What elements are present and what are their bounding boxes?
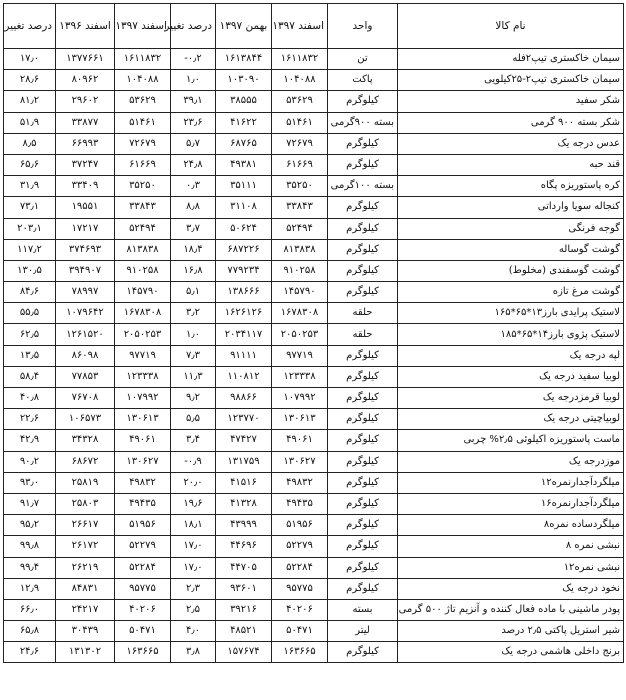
item-name-cell: پودر ماشینی با ماده فعال کننده و آنزیم تاژ ۵۰۰ گرمی: [398, 599, 624, 620]
item-name-cell: میلگردساده نمره۸: [398, 515, 624, 536]
esfand-1397-price-cell: ۱۶۳۶۶۵: [272, 642, 328, 663]
table-row: [4, 91, 624, 112]
bahman-1397-price-cell: ۴۱۵۱۶: [216, 472, 272, 493]
esfand-1396-price-cell: ۱۰۷۹۶۴۲: [56, 303, 115, 324]
esfand-1397-price-cell: ۵۱۹۵۶: [272, 515, 328, 536]
yearly-change-cell: ۳۱٫۹: [4, 176, 56, 197]
monthly-change-cell: ۵٫۷: [171, 133, 216, 154]
esfand-1397-price-cell-b: ۹۱۰۲۵۸: [115, 260, 171, 281]
yearly-change-cell: ۷۳٫۱: [4, 197, 56, 218]
header-esfand-1396: اسفند ۱۳۹۶: [56, 4, 115, 49]
item-name-cell: قند حبه: [398, 154, 624, 175]
esfand-1397-price-cell-b: ۶۱۶۶۹: [115, 154, 171, 175]
item-name-cell: برنج داخلی هاشمی درجه یک: [398, 642, 624, 663]
table-row: [4, 557, 624, 578]
table-row: [4, 388, 624, 409]
esfand-1396-price-cell: ۱۳۱۳۰۲: [56, 642, 115, 663]
table-row: [4, 493, 624, 514]
monthly-change-cell: ۱٫۰: [171, 324, 216, 345]
yearly-change-cell: ۵۱٫۹: [4, 112, 56, 133]
esfand-1397-price-cell-b: ۳۵۲۵۰: [115, 176, 171, 197]
bahman-1397-price-cell: ۳۱۱۰۸: [216, 197, 272, 218]
unit-cell: بسته ۱۰۰گرمی: [328, 176, 398, 197]
item-name-cell: عدس درجه یک: [398, 133, 624, 154]
esfand-1396-price-cell: ۳۷۲۴۷: [56, 154, 115, 175]
item-name-cell: لوبیاچیتی درجه یک: [398, 409, 624, 430]
esfand-1397-price-cell: ۲۰۵۰۲۵۳: [272, 324, 328, 345]
table-row: [4, 409, 624, 430]
item-name-cell: موزدرجه یک: [398, 451, 624, 472]
bahman-1397-price-cell: ۶۸۷۶۵: [216, 133, 272, 154]
unit-cell: کیلوگرم: [328, 578, 398, 599]
esfand-1397-price-cell-b: ۴۰۲۰۶: [115, 599, 171, 620]
esfand-1397-price-cell: ۵۲۲۸۴: [272, 557, 328, 578]
item-name-cell: شکر سفید: [398, 91, 624, 112]
esfand-1397-price-cell: ۶۱۶۶۹: [272, 154, 328, 175]
esfand-1397-price-cell: ۸۱۳۸۳۸: [272, 239, 328, 260]
monthly-change-cell: ۳٫۸: [171, 642, 216, 663]
esfand-1396-price-cell: ۸۶۰۹۸: [56, 345, 115, 366]
esfand-1397-price-cell-b: ۱۳۰۶۱۳: [115, 409, 171, 430]
monthly-change-cell: ۳٫۴: [171, 430, 216, 451]
yearly-change-cell: ۸۴٫۶: [4, 282, 56, 303]
item-name-cell: لاستیک پرایدی بارز۱۳*۶۵*۱۶۵: [398, 303, 624, 324]
monthly-change-cell: ۲۰٫۰: [171, 472, 216, 493]
bahman-1397-price-cell: ۳۵۱۱۱: [216, 176, 272, 197]
unit-cell: کیلوگرم: [328, 260, 398, 281]
yearly-change-cell: ۵۸٫۴: [4, 366, 56, 387]
monthly-change-cell: ۳٫۲: [171, 303, 216, 324]
table-row: [4, 430, 624, 451]
table-row: [4, 112, 624, 133]
yearly-change-cell: ۶۵٫۶: [4, 154, 56, 175]
esfand-1397-price-cell-b: ۵۲۲۷۹: [115, 536, 171, 557]
yearly-change-cell: ۱۳۰٫۵: [4, 260, 56, 281]
yearly-change-cell: ۴۰٫۸: [4, 388, 56, 409]
monthly-change-cell: ۲٫۵: [171, 599, 216, 620]
yearly-change-cell: ۶۶٫۰: [4, 599, 56, 620]
bahman-1397-price-cell: ۱۲۳۷۷۰: [216, 409, 272, 430]
yearly-change-cell: ۲۴٫۶: [4, 642, 56, 663]
esfand-1396-price-cell: ۸۰۹۶۲: [56, 70, 115, 91]
esfand-1397-price-cell: ۱۰۴۰۸۸: [272, 70, 328, 91]
yearly-change-cell: ۲۸٫۶: [4, 70, 56, 91]
bahman-1397-price-cell: ۷۷۹۲۳۴: [216, 260, 272, 281]
esfand-1396-price-cell: ۷۶۷۰۸: [56, 388, 115, 409]
esfand-1396-price-cell: ۸۴۸۳۱: [56, 578, 115, 599]
esfand-1396-price-cell: ۱۷۲۱۷: [56, 218, 115, 239]
item-name-cell: گوشت گوسفندی (مخلوط): [398, 260, 624, 281]
yearly-change-cell: ۶۵٫۸: [4, 621, 56, 642]
esfand-1396-price-cell: ۲۴۲۱۷: [56, 599, 115, 620]
bahman-1397-price-cell: ۶۸۷۲۲۶: [216, 239, 272, 260]
esfand-1397-price-cell: ۵۱۴۶۱: [272, 112, 328, 133]
item-name-cell: کنجاله سویا وارداتی: [398, 197, 624, 218]
bahman-1397-price-cell: ۴۴۶۹۶: [216, 536, 272, 557]
table-row: [4, 239, 624, 260]
bahman-1397-price-cell: ۹۸۸۶۶: [216, 388, 272, 409]
bahman-1397-price-cell: ۱۶۱۳۸۴۴: [216, 49, 272, 70]
item-name-cell: میلگردآجدارنمره۱۶: [398, 493, 624, 514]
unit-cell: حلقه: [328, 324, 398, 345]
esfand-1397-price-cell-b: ۵۱۹۵۶: [115, 515, 171, 536]
item-name-cell: نبشی نمره۱۲: [398, 557, 624, 578]
table-row: [4, 218, 624, 239]
bahman-1397-price-cell: ۳۸۵۵۵: [216, 91, 272, 112]
esfand-1397-price-cell-b: ۱۴۵۷۹۰: [115, 282, 171, 303]
yearly-change-cell: ۱۱۷٫۲: [4, 239, 56, 260]
bahman-1397-price-cell: ۵۰۶۲۴: [216, 218, 272, 239]
table-row: [4, 260, 624, 281]
esfand-1397-price-cell: ۱۳۰۶۱۳: [272, 409, 328, 430]
esfand-1397-price-cell: ۹۵۷۷۵: [272, 578, 328, 599]
esfand-1397-price-cell-b: ۴۹۰۶۱: [115, 430, 171, 451]
monthly-change-cell: ۱۷٫۰: [171, 557, 216, 578]
esfand-1397-price-cell: ۱۲۳۳۳۸: [272, 366, 328, 387]
table-row: [4, 282, 624, 303]
item-name-cell: لوبیا قرمزدرجه یک: [398, 388, 624, 409]
header-unit: واحد: [328, 4, 398, 49]
yearly-change-cell: ۱۳٫۵: [4, 345, 56, 366]
unit-cell: کیلوگرم: [328, 451, 398, 472]
yearly-change-cell: ۲۰۳٫۱: [4, 218, 56, 239]
table-row: [4, 599, 624, 620]
item-name-cell: شکر بسته ۹۰۰ گرمی: [398, 112, 624, 133]
monthly-change-cell: ۱۱٫۳: [171, 366, 216, 387]
esfand-1396-price-cell: ۳۷۴۶۹۳: [56, 239, 115, 260]
yearly-change-cell: ۲۲٫۶: [4, 409, 56, 430]
esfand-1396-price-cell: ۱۰۶۵۷۳: [56, 409, 115, 430]
esfand-1397-price-cell: ۵۲۲۷۹: [272, 536, 328, 557]
esfand-1397-price-cell-b: ۴۹۴۳۵: [115, 493, 171, 514]
esfand-1397-price-cell-b: ۱۰۴۰۸۸: [115, 70, 171, 91]
unit-cell: کیلوگرم: [328, 472, 398, 493]
bahman-1397-price-cell: ۴۷۴۲۷: [216, 430, 272, 451]
esfand-1397-price-cell: ۵۳۶۲۹: [272, 91, 328, 112]
yearly-change-cell: ۹۹٫۴: [4, 557, 56, 578]
esfand-1397-price-cell-b: ۵۰۴۷۱: [115, 621, 171, 642]
unit-cell: کیلوگرم: [328, 91, 398, 112]
unit-cell: بسته ۹۰۰گرمی: [328, 112, 398, 133]
monthly-change-cell: ۱۹٫۶: [171, 493, 216, 514]
esfand-1396-price-cell: ۲۵۸۰۳: [56, 493, 115, 514]
monthly-change-cell: ۹٫۲: [171, 388, 216, 409]
item-name-cell: لاستیک پژوی بارز۱۴*۶۵*۱۸۵: [398, 324, 624, 345]
bahman-1397-price-cell: ۴۸۵۲۱: [216, 621, 272, 642]
bahman-1397-price-cell: ۱۱۰۸۱۲: [216, 366, 272, 387]
esfand-1396-price-cell: ۲۶۱۷۲: [56, 536, 115, 557]
table-header-row: [4, 4, 624, 49]
monthly-change-cell: ۳۹٫۱: [171, 91, 216, 112]
item-name-cell: کره پاستوریزه پگاه: [398, 176, 624, 197]
unit-cell: کیلوگرم: [328, 642, 398, 663]
bahman-1397-price-cell: ۲۰۳۴۱۱۷: [216, 324, 272, 345]
table-row: [4, 154, 624, 175]
table-row: [4, 642, 624, 663]
esfand-1397-price-cell: ۴۰۲۰۶: [272, 599, 328, 620]
monthly-change-cell: ۱۶٫۸: [171, 260, 216, 281]
esfand-1397-price-cell-b: ۵۱۴۶۱: [115, 112, 171, 133]
unit-cell: کیلوگرم: [328, 239, 398, 260]
monthly-change-cell: ۰٫۲-: [171, 49, 216, 70]
bahman-1397-price-cell: ۱۳۸۶۶۶: [216, 282, 272, 303]
bahman-1397-price-cell: ۴۱۳۲۸: [216, 493, 272, 514]
item-name-cell: گوشت مرغ تازه: [398, 282, 624, 303]
unit-cell: کیلوگرم: [328, 366, 398, 387]
esfand-1397-price-cell: ۱۶۱۱۸۳۲: [272, 49, 328, 70]
unit-cell: لیتر: [328, 621, 398, 642]
unit-cell: کیلوگرم: [328, 515, 398, 536]
esfand-1397-price-cell-b: ۳۳۸۴۳: [115, 197, 171, 218]
unit-cell: کیلوگرم: [328, 409, 398, 430]
esfand-1397-price-cell-b: ۹۷۷۱۹: [115, 345, 171, 366]
bahman-1397-price-cell: ۴۳۹۹۹: [216, 515, 272, 536]
bahman-1397-price-cell: ۹۳۶۰۱: [216, 578, 272, 599]
header-yearly-change: درصد تغییر: [4, 4, 56, 49]
esfand-1397-price-cell: ۵۰۴۷۱: [272, 621, 328, 642]
bahman-1397-price-cell: ۴۹۳۸۱: [216, 154, 272, 175]
item-name-cell: سیمان خاکستری تیپ۲-۲۵کیلویی: [398, 70, 624, 91]
monthly-change-cell: ۵٫۱: [171, 282, 216, 303]
table-row: [4, 536, 624, 557]
monthly-change-cell: ۱۸٫۴: [171, 239, 216, 260]
esfand-1397-price-cell-b: ۵۳۶۲۹: [115, 91, 171, 112]
table-row: [4, 366, 624, 387]
esfand-1397-price-cell-b: ۵۲۴۹۴: [115, 218, 171, 239]
unit-cell: کیلوگرم: [328, 218, 398, 239]
unit-cell: کیلوگرم: [328, 493, 398, 514]
esfand-1397-price-cell-b: ۲۰۵۰۲۵۳: [115, 324, 171, 345]
esfand-1397-price-cell: ۱۴۵۷۹۰: [272, 282, 328, 303]
esfand-1396-price-cell: ۲۶۶۱۷: [56, 515, 115, 536]
esfand-1397-price-cell-b: ۱۶۱۱۸۳۲: [115, 49, 171, 70]
monthly-change-cell: ۲۴٫۸: [171, 154, 216, 175]
esfand-1396-price-cell: ۳۳۴۰۹: [56, 176, 115, 197]
esfand-1397-price-cell: ۷۲۶۷۹: [272, 133, 328, 154]
yearly-change-cell: ۹۰٫۲: [4, 451, 56, 472]
esfand-1397-price-cell: ۵۲۴۹۴: [272, 218, 328, 239]
bahman-1397-price-cell: ۳۹۲۱۶: [216, 599, 272, 620]
yearly-change-cell: ۹۳٫۰: [4, 472, 56, 493]
esfand-1397-price-cell-b: ۱۶۳۶۶۵: [115, 642, 171, 663]
bahman-1397-price-cell: ۱۳۱۷۵۹: [216, 451, 272, 472]
table-body: [4, 49, 624, 663]
table-row: [4, 197, 624, 218]
unit-cell: کیلوگرم: [328, 557, 398, 578]
esfand-1397-price-cell: ۱۳۰۶۲۷: [272, 451, 328, 472]
unit-cell: کیلوگرم: [328, 430, 398, 451]
price-table: [3, 3, 624, 663]
item-name-cell: لپه درجه یک: [398, 345, 624, 366]
esfand-1397-price-cell: ۱۰۷۹۹۲: [272, 388, 328, 409]
unit-cell: تن: [328, 49, 398, 70]
table-row: [4, 303, 624, 324]
table-row: [4, 515, 624, 536]
yearly-change-cell: ۱۷٫۰: [4, 49, 56, 70]
bahman-1397-price-cell: ۹۱۱۱۱: [216, 345, 272, 366]
monthly-change-cell: ۸٫۸: [171, 197, 216, 218]
unit-cell: بسته: [328, 599, 398, 620]
yearly-change-cell: ۶۲٫۵: [4, 324, 56, 345]
esfand-1396-price-cell: ۲۵۸۱۹: [56, 472, 115, 493]
esfand-1396-price-cell: ۳۰۴۳۹: [56, 621, 115, 642]
yearly-change-cell: ۸۱٫۲: [4, 91, 56, 112]
monthly-change-cell: ۱۸٫۱: [171, 515, 216, 536]
bahman-1397-price-cell: ۱۰۳۰۹۰: [216, 70, 272, 91]
esfand-1397-price-cell-b: ۴۹۸۳۲: [115, 472, 171, 493]
monthly-change-cell: ۰٫۹-: [171, 451, 216, 472]
unit-cell: حلقه: [328, 303, 398, 324]
esfand-1397-price-cell-b: ۸۱۳۸۳۸: [115, 239, 171, 260]
yearly-change-cell: ۸٫۵: [4, 133, 56, 154]
unit-cell: پاکت: [328, 70, 398, 91]
table-row: [4, 345, 624, 366]
esfand-1396-price-cell: ۳۴۳۲۸: [56, 430, 115, 451]
table-row: [4, 49, 624, 70]
esfand-1397-price-cell-b: ۱۶۷۸۳۰۸: [115, 303, 171, 324]
bahman-1397-price-cell: ۴۴۷۰۵: [216, 557, 272, 578]
monthly-change-cell: ۱۷٫۰: [171, 536, 216, 557]
header-item-name: نام کالا: [398, 4, 624, 49]
item-name-cell: سیمان خاکستری تیپ۲فله: [398, 49, 624, 70]
bahman-1397-price-cell: ۱۶۲۶۱۲۶: [216, 303, 272, 324]
table-row: [4, 578, 624, 599]
monthly-change-cell: ۴٫۰: [171, 621, 216, 642]
esfand-1397-price-cell: ۴۹۴۳۵: [272, 493, 328, 514]
table-row: [4, 621, 624, 642]
yearly-change-cell: ۹۱٫۷: [4, 493, 56, 514]
header-bahman-1397: بهمن ۱۳۹۷: [216, 4, 272, 49]
esfand-1397-price-cell: ۱۶۷۸۳۰۸: [272, 303, 328, 324]
esfand-1397-price-cell: ۴۹۰۶۱: [272, 430, 328, 451]
unit-cell: کیلوگرم: [328, 133, 398, 154]
table-row: [4, 133, 624, 154]
unit-cell: کیلوگرم: [328, 388, 398, 409]
yearly-change-cell: ۱۲٫۹: [4, 578, 56, 599]
bahman-1397-price-cell: ۱۵۷۶۷۴: [216, 642, 272, 663]
esfand-1396-price-cell: ۳۳۸۷۷: [56, 112, 115, 133]
esfand-1397-price-cell-b: ۹۵۷۷۵: [115, 578, 171, 599]
esfand-1396-price-cell: ۷۷۸۵۳: [56, 366, 115, 387]
esfand-1397-price-cell: ۹۷۷۱۹: [272, 345, 328, 366]
item-name-cell: شیر استریل پاکتی ۲٫۵ درصد: [398, 621, 624, 642]
esfand-1397-price-cell-b: ۵۲۲۸۴: [115, 557, 171, 578]
unit-cell: کیلوگرم: [328, 536, 398, 557]
unit-cell: کیلوگرم: [328, 154, 398, 175]
monthly-change-cell: ۲٫۳: [171, 578, 216, 599]
esfand-1396-price-cell: ۲۶۲۱۹: [56, 557, 115, 578]
esfand-1397-price-cell-b: ۱۳۰۶۲۷: [115, 451, 171, 472]
yearly-change-cell: ۹۵٫۲: [4, 515, 56, 536]
esfand-1396-price-cell: ۳۹۴۹۰۷: [56, 260, 115, 281]
unit-cell: کیلوگرم: [328, 345, 398, 366]
header-monthly-change: درصد تغییر: [171, 4, 216, 49]
esfand-1397-price-cell: ۳۳۸۴۳: [272, 197, 328, 218]
table-row: [4, 176, 624, 197]
unit-cell: کیلوگرم: [328, 197, 398, 218]
esfand-1396-price-cell: ۷۸۹۹۷: [56, 282, 115, 303]
esfand-1397-price-cell-b: ۱۰۷۹۹۲: [115, 388, 171, 409]
table-row: [4, 70, 624, 91]
item-name-cell: ماست پاستوریزه اکیلوئی ۲٫۵% چربی: [398, 430, 624, 451]
monthly-change-cell: ۰٫۳: [171, 176, 216, 197]
item-name-cell: میلگردآجدارنمره۱۲: [398, 472, 624, 493]
bahman-1397-price-cell: ۴۱۶۲۲: [216, 112, 272, 133]
esfand-1397-price-cell: ۴۹۸۳۲: [272, 472, 328, 493]
esfand-1397-price-cell-b: ۷۲۶۷۹: [115, 133, 171, 154]
esfand-1397-price-cell: ۳۵۲۵۰: [272, 176, 328, 197]
item-name-cell: گوجه فرنگی: [398, 218, 624, 239]
item-name-cell: گوشت گوساله: [398, 239, 624, 260]
esfand-1396-price-cell: ۱۳۷۷۶۶۱: [56, 49, 115, 70]
unit-cell: کیلوگرم: [328, 282, 398, 303]
monthly-change-cell: ۵٫۵: [171, 409, 216, 430]
item-name-cell: نخود درجه یک: [398, 578, 624, 599]
item-name-cell: لوبیا سفید درجه یک: [398, 366, 624, 387]
esfand-1396-price-cell: ۶۶۹۹۳: [56, 133, 115, 154]
price-table-sheet: [3, 3, 623, 697]
table-row: [4, 324, 624, 345]
yearly-change-cell: ۵۵٫۵: [4, 303, 56, 324]
yearly-change-cell: ۴۲٫۹: [4, 430, 56, 451]
esfand-1396-price-cell: ۱۹۵۵۱: [56, 197, 115, 218]
esfand-1396-price-cell: ۶۸۶۷۲: [56, 451, 115, 472]
monthly-change-cell: ۱٫۰: [171, 70, 216, 91]
monthly-change-cell: ۲۳٫۶: [171, 112, 216, 133]
yearly-change-cell: ۹۹٫۸: [4, 536, 56, 557]
monthly-change-cell: ۷٫۳: [171, 345, 216, 366]
item-name-cell: نبشی نمره ۸: [398, 536, 624, 557]
table-row: [4, 472, 624, 493]
table-row: [4, 451, 624, 472]
esfand-1397-price-cell: ۹۱۰۲۵۸: [272, 260, 328, 281]
esfand-1397-price-cell-b: ۱۲۳۳۳۸: [115, 366, 171, 387]
esfand-1396-price-cell: ۲۹۶۰۲: [56, 91, 115, 112]
monthly-change-cell: ۳٫۷: [171, 218, 216, 239]
header-esfand-1397-b: اسفند ۱۳۹۷: [115, 4, 171, 49]
header-esfand-1397-a: اسفند ۱۳۹۷: [272, 4, 328, 49]
esfand-1396-price-cell: ۱۲۶۱۵۲۰: [56, 324, 115, 345]
